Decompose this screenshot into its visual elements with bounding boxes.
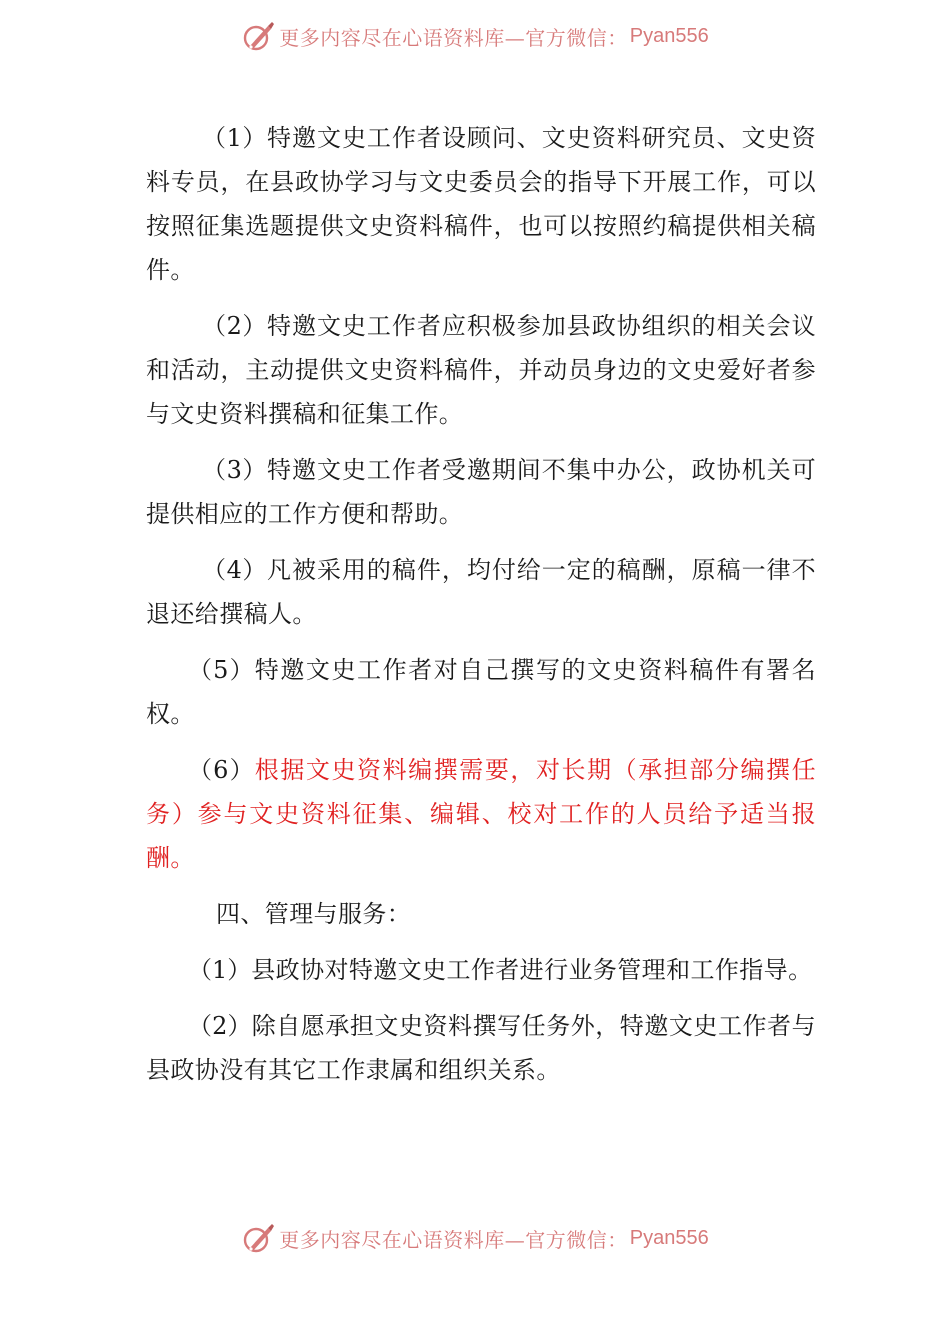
banner-text: 更多内容尽在心语资料库—官方微信： xyxy=(279,25,628,50)
footer-watermark-banner xyxy=(0,1218,950,1258)
section-4-item-2 xyxy=(146,1004,816,1092)
paragraph-3 xyxy=(146,448,816,536)
pen-logo-icon xyxy=(241,1221,275,1255)
paragraph-1-text: 特邀文史工作者设顾问、文史资料研究员、文史资料专员，在县政协学习与文史委员会的指导下开展工作，可以按照征集选题提供文史资料稿件，也可以按照约稿提供相关稿件。 xyxy=(146,124,816,284)
banner-text: 更多内容尽在心语资料库—官方微信： xyxy=(279,1227,628,1252)
section-4-item-1-label: （1） xyxy=(188,956,252,984)
paragraph-4-text: 凡被采用的稿件，均付给一定的稿酬，原稿一律不退还给撰稿人。 xyxy=(146,556,816,628)
header-watermark-banner xyxy=(0,16,950,56)
section-4-item-1 xyxy=(146,948,816,992)
paragraph-1 xyxy=(146,116,816,292)
section-4-item-1-text: 县政协对特邀文史工作者进行业务管理和工作指导。 xyxy=(251,956,813,984)
paragraph-5 xyxy=(146,648,816,736)
section-4-heading: 四、管理与服务： xyxy=(216,900,412,928)
paragraph-2-label: （2） xyxy=(202,312,268,340)
paragraph-6 xyxy=(146,748,816,880)
section-4-item-2-label: （2） xyxy=(188,1012,252,1040)
paragraph-3-label: （3） xyxy=(202,456,268,484)
paragraph-4-label: （4） xyxy=(202,556,268,584)
paragraph-1-label: （1） xyxy=(202,124,268,152)
paragraph-4 xyxy=(146,548,816,636)
banner-wechat-id: Pyan556 xyxy=(629,1226,709,1249)
section-4-item-2-text: 除自愿承担文史资料撰写任务外，特邀文史工作者与县政协没有其它工作隶属和组织关系。 xyxy=(146,1012,816,1084)
document-body xyxy=(146,116,816,1104)
banner-wechat-id: Pyan556 xyxy=(629,24,709,47)
pen-logo-icon xyxy=(241,19,275,53)
paragraph-5-text: 特邀文史工作者对自己撰写的文史资料稿件有署名权。 xyxy=(146,656,816,728)
paragraph-5-label: （5） xyxy=(188,656,255,684)
paragraph-6-label: （6） xyxy=(188,756,255,784)
paragraph-2-text: 特邀文史工作者应积极参加县政协组织的相关会议和活动，主动提供文史资料稿件，并动员身边的文史爱好者参与文史资料撰稿和征集工作。 xyxy=(146,312,816,428)
paragraph-6-highlighted-text: 根据文史资料编撰需要，对长期（承担部分编撰任务）参与文史资料征集、编辑、校对工作的人员给予适当报酬。 xyxy=(146,756,816,872)
paragraph-3-text: 特邀文史工作者受邀期间不集中办公，政协机关可提供相应的工作方便和帮助。 xyxy=(146,456,816,528)
paragraph-2 xyxy=(146,304,816,436)
